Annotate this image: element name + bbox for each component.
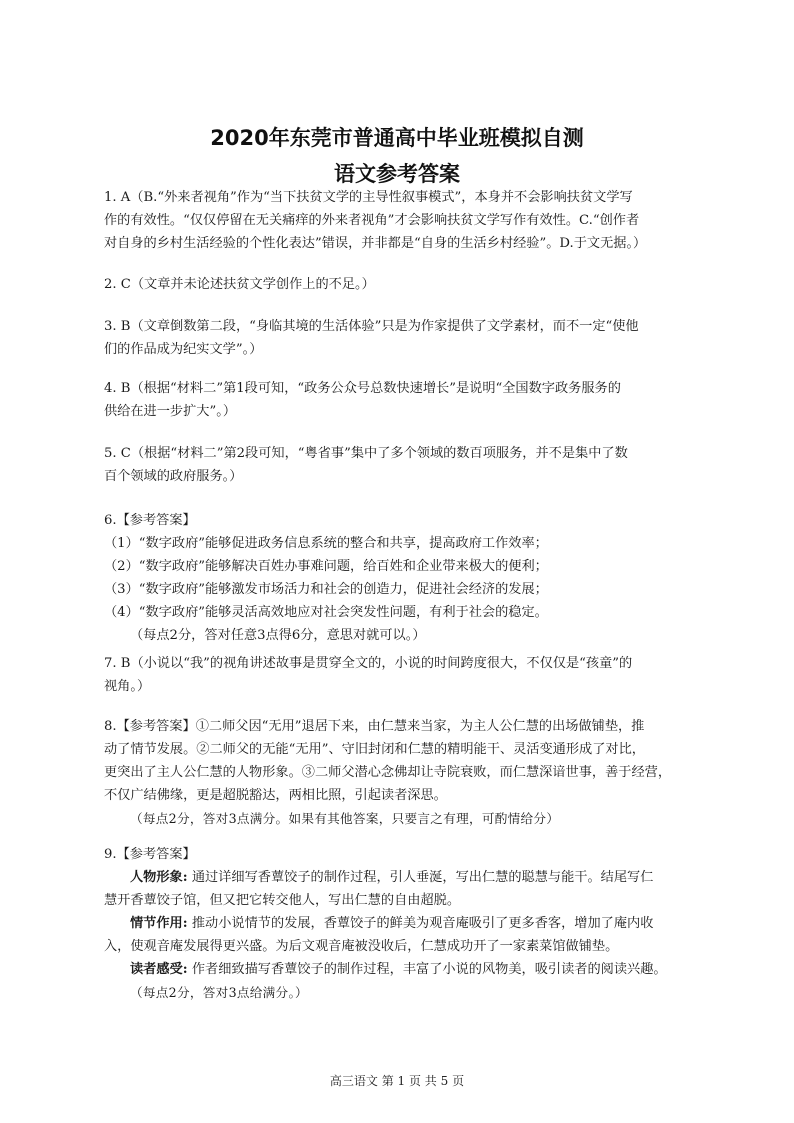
- page-footer: 高三语文 第 1 页 共 5 页: [329, 1074, 465, 1088]
- answer-line: 百个领域的政府服务。）: [104, 469, 243, 484]
- answer-line: 动了情节发展。②二师父的无能“无用”、守旧封闭和仁慧的精明能干、灵活变通形成了对比，: [104, 742, 645, 757]
- scoring-note: （每点2分，答对任意3点得6分，意思对就可以。）: [130, 628, 426, 643]
- answer-line: 对自身的乡村生活经验的个性化表达”错误，并非都是“自身的生活乡村经验”。D.于文无据。）: [104, 236, 647, 251]
- answer-line: 们的作品成为纪实文学”。）: [104, 342, 263, 357]
- answer-line: 7. B（小说以“我”的视角讲述故事是贯穿全文的，小说的时间跨度很大，不仅仅是“孩童”的: [104, 656, 633, 671]
- scoring-note: （每点2分，答对3点给满分。）: [130, 985, 308, 1000]
- answer-7: [104, 652, 694, 698]
- paragraph-text: 通过详细写香蕈饺子的制作过程，引人垂涎，写出仁慧的聪慧与能干。结尾写仁: [187, 870, 654, 885]
- paragraph-line: [104, 958, 694, 981]
- answer-line: 8.【参考答案】①二师父因“无用”退居下来，由仁慧来当家，为主人公仁慧的出场做铺垫，推: [104, 719, 645, 734]
- paragraph-text: 推动小说情节的发展，香蕈饺子的鲜美为观音庵吸引了更多香客，增加了庵内收: [187, 916, 654, 931]
- paragraph-line: [104, 912, 694, 935]
- document-subtitle: 语文参考答案: [334, 162, 460, 186]
- paragraph-line: 慧开香蕈饺子馆，但又把它转交他人，写出仁慧的自由超脱。: [104, 893, 461, 908]
- answer-6: [104, 509, 694, 647]
- document-title: 2020年东莞市普通高中毕业班模拟自测: [210, 126, 584, 150]
- section-label: 读者感受:: [130, 962, 188, 977]
- answer-4: [104, 377, 694, 423]
- answer-line: 更突出了主人公仁慧的人物形象。③二师父潜心念佛却让寺院衰败，而仁慧深谙世事，善于经营，: [104, 765, 672, 780]
- answer-line: 作的有效性。“仅仅停留在无关痛痒的外来者视角”才会影响扶贫文学写作有效性。C.“创作者: [104, 213, 640, 228]
- answer-3: [104, 315, 694, 361]
- answer-line: 不仅广结佛缘，更是超脱豁达，两相比照，引起读者深思。: [104, 788, 447, 803]
- paragraph-line: [104, 866, 694, 889]
- answer-line: 4. B（根据“材料二”第1段可知，“政务公众号总数快速增长”是说明“全国数字政务服务的: [104, 381, 621, 396]
- answer-2: [104, 273, 694, 296]
- list-item: （3）“数字政府”能够激发市场活力和社会的创造力，促进社会经济的发展；: [104, 582, 548, 597]
- list-item: （1）“数字政府”能够促进政务信息系统的整合和共享，提高政府工作效率；: [104, 536, 548, 551]
- answer-line: 3. B（文章倒数第二段，“身临其境的生活体验”只是为作家提供了文学素材，而不一定“使他: [104, 319, 639, 334]
- answer-8: [104, 715, 694, 830]
- answer-line: 供给在进一步扩大”。）: [104, 404, 237, 419]
- answer-line: 2. C（文章并未论述扶贫文学创作上的不足。）: [104, 277, 375, 292]
- section-label: 人物形象:: [130, 870, 188, 885]
- answer-line: 1. A（B.“外来者视角”作为“当下扶贫文学的主导性叙事模式”，本身并不会影响扶贫文学写: [104, 190, 633, 205]
- paragraph-text: 作者细致描写香蕈饺子的制作过程，丰富了小说的风物美，吸引读者的阅读兴趣。: [187, 962, 667, 977]
- answer-heading: 6.【参考答案】: [104, 513, 196, 528]
- answer-line: 视角。）: [104, 679, 151, 694]
- answer-line: 5. C（根据“材料二”第2段可知，“粤省事”集中了多个领域的数百项服务，并不是集中了数: [104, 446, 628, 461]
- paragraph-line: 入，使观音庵发展得更兴盛。为后文观音庵被没收后，仁慧成功开了一家素菜馆做铺垫。: [104, 939, 619, 954]
- answer-9: [104, 843, 694, 1004]
- answer-1: [104, 186, 694, 255]
- list-item: （4）“数字政府”能够灵活高效地应对社会突发性问题，有利于社会的稳定。: [104, 605, 548, 620]
- scoring-note: （每点2分，答对3点满分。如果有其他答案，只要言之有理，可酌情给分）: [130, 811, 560, 826]
- section-label: 情节作用:: [130, 916, 188, 931]
- answer-heading: 9.【参考答案】: [104, 847, 196, 862]
- answer-5: [104, 442, 694, 488]
- list-item: （2）“数字政府”能够解决百姓办事难问题，给百姓和企业带来极大的便利；: [104, 559, 548, 574]
